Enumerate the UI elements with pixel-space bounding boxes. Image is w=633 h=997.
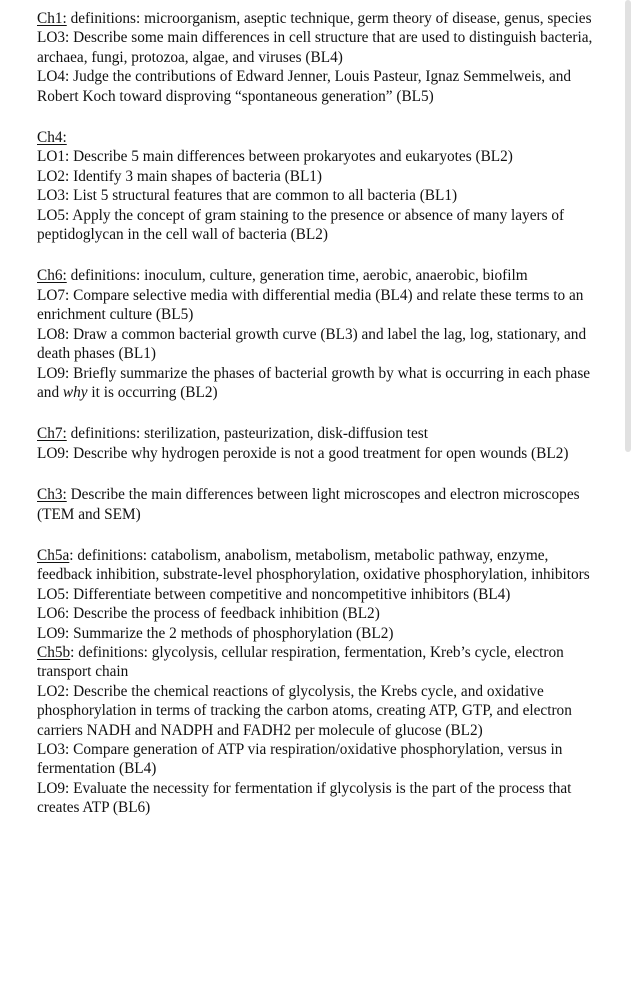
ch5a-definitions-text: : definitions: catabolism, anabolism, metabolism, metabolic pathway, enzyme, feedback inhibition, substrate-level phosphorylation, oxidative phosphorylation, inhibitors <box>37 546 590 584</box>
ch1-definitions-text: definitions: microorganism, aseptic technique, germ theory of disease, genus, species <box>66 10 592 27</box>
ch1-lo3: LO3: Describe some main differences in cell structure that are used to distinguish bacteria, archaea, fungi, protozoa, algae, and viruses (BL4) <box>37 29 593 66</box>
ch3-objective <box>37 485 607 524</box>
ch6-lo8: LO8: Draw a common bacterial growth curve (BL3) and label the lag, log, stationary, and death phases (BL1) <box>37 325 587 363</box>
ch7-heading: Ch7: <box>37 425 67 443</box>
ch4-lo3: LO3: List 5 structural features that are common to all bacteria (BL1) <box>37 187 458 205</box>
ch3-heading: Ch3: <box>37 486 67 504</box>
ch6-lo9 <box>37 364 607 403</box>
ch7-definitions <box>37 424 607 443</box>
ch6-definitions-text: definitions: inoculum, culture, generation time, aerobic, anaerobic, biofilm <box>66 267 528 285</box>
section-ch4 <box>37 128 607 244</box>
ch5b-lo2: LO2: Describe the chemical reactions of glycolysis, the Krebs cycle, and oxidative phosphorylation in terms of tracking the carbon atoms, creating ATP, GTP, and electron carriers NADH and NADPH and FADH2 per molecule of glucose (BL2) <box>37 682 572 739</box>
ch5b-definitions <box>37 643 607 682</box>
ch5b-definitions-text: : definitions: glycolysis, cellular respiration, fermentation, Kreb’s cycle, electron transport chain <box>37 643 564 681</box>
ch6-lo9-text-a: LO9: Briefly summarize the phases of bacterial growth by what is occurring in each phase and <box>37 364 591 401</box>
ch6-lo9-emphasis: why <box>62 383 88 401</box>
ch6-heading: Ch6: <box>37 267 67 285</box>
ch1-definitions <box>37 9 607 28</box>
section-ch5a <box>37 546 607 643</box>
ch4-heading: Ch4: <box>37 129 67 147</box>
ch5a-lo6: LO6: Describe the process of feedback inhibition (BL2) <box>37 605 380 623</box>
ch5b-heading: Ch5b <box>37 643 71 661</box>
ch5b-lo3: LO3: Compare generation of ATP via respiration/oxidative phosphorylation, versus in fermentation (BL4) <box>37 741 563 778</box>
ch7-definitions-text: definitions: sterilization, pasteurization, disk-diffusion test <box>66 425 429 443</box>
ch1-heading: Ch1: <box>37 10 67 27</box>
ch4-lo2: LO2: Identify 3 main shapes of bacteria (BL1) <box>37 167 323 185</box>
ch6-lo7: LO7: Compare selective media with differential media (BL4) and relate these terms to an enrichment culture (BL5) <box>37 286 584 324</box>
ch6-lo9-text-b: it is occurring (BL2) <box>87 383 218 401</box>
ch4-lo5: LO5: Apply the concept of gram staining to the presence or absence of many layers of peptidoglycan in the cell wall of bacteria (BL2) <box>37 206 565 244</box>
ch5a-heading: Ch5a <box>37 546 70 564</box>
vertical-scrollbar[interactable] <box>625 0 631 452</box>
section-ch6 <box>37 266 607 402</box>
ch5b-lo9: LO9: Evaluate the necessity for fermentation if glycolysis is the part of the process that creates ATP (BL6) <box>37 779 572 817</box>
ch5a-lo9: LO9: Summarize the 2 methods of phosphorylation (BL2) <box>37 624 394 642</box>
ch7-lo9: LO9: Describe why hydrogen peroxide is not a good treatment for open wounds (BL2) <box>37 444 569 462</box>
section-ch3 <box>37 485 607 524</box>
ch5a-definitions <box>37 546 607 585</box>
ch1-lo4: LO4: Judge the contributions of Edward Jenner, Louis Pasteur, Ignaz Semmelweis, and Robert Koch toward disproving “spontaneous generation” (BL5) <box>37 68 572 105</box>
document-body <box>37 9 607 818</box>
ch3-text: Describe the main differences between light microscopes and electron microscopes (TEM and SEM) <box>37 486 580 523</box>
ch6-definitions <box>37 266 607 285</box>
section-ch7 <box>37 424 607 463</box>
ch5a-lo5: LO5: Differentiate between competitive and noncompetitive inhibitors (BL4) <box>37 585 511 603</box>
section-ch5b <box>37 643 607 818</box>
ch4-lo1: LO1: Describe 5 main differences between prokaryotes and eukaryotes (BL2) <box>37 148 513 166</box>
section-ch1 <box>37 9 607 106</box>
